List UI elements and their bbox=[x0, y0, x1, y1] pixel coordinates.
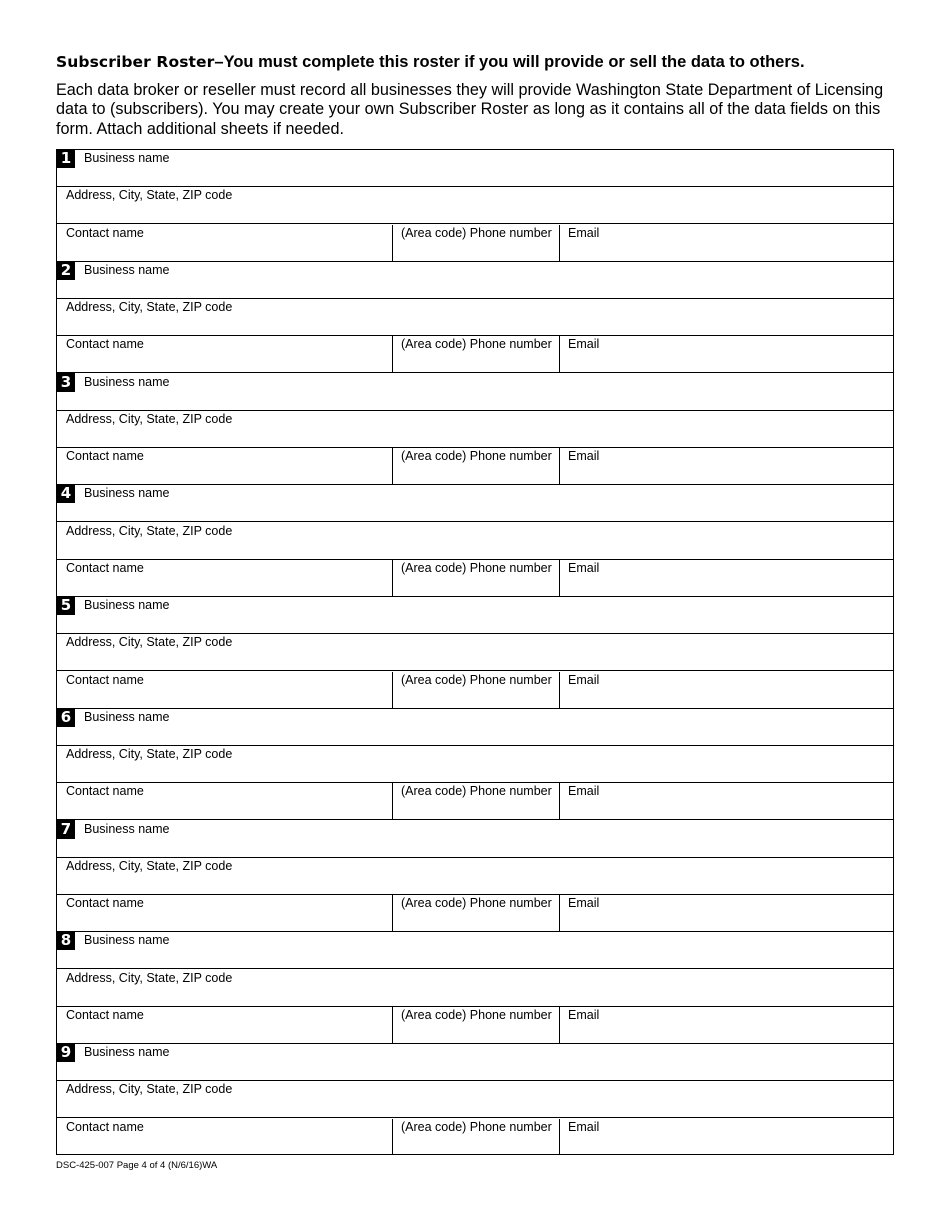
contact-row bbox=[57, 672, 893, 709]
email-label: Email bbox=[568, 449, 600, 463]
email-label: Email bbox=[568, 784, 600, 799]
column-divider bbox=[559, 1007, 560, 1043]
business-name-label: Business name bbox=[84, 262, 170, 277]
column-divider bbox=[392, 448, 393, 484]
email-label: Email bbox=[568, 1007, 600, 1022]
address-field[interactable] bbox=[57, 970, 893, 1007]
contact-name-label: Contact name bbox=[66, 784, 144, 799]
business-name-label: Business name bbox=[84, 1045, 170, 1059]
contact-name-label: Contact name bbox=[66, 1119, 144, 1134]
column-divider bbox=[559, 560, 560, 596]
entry-number-badge: 1 bbox=[57, 149, 75, 168]
column-divider bbox=[392, 1119, 393, 1155]
column-divider bbox=[559, 1119, 560, 1155]
column-divider bbox=[392, 783, 393, 819]
entry-number-badge: 3 bbox=[57, 373, 75, 392]
address-label: Address, City, State, ZIP code bbox=[66, 411, 233, 426]
intro-paragraph: Each data broker or reseller must record all businesses they will provide Washington State Department of Licensing data to (subscribers). You may create your own Subscriber Roster as long as it contains all of the data fields on this form. Attach additional sheets if needed. bbox=[56, 81, 884, 138]
column-divider bbox=[559, 672, 560, 708]
address-label: Address, City, State, ZIP code bbox=[66, 747, 233, 761]
business-name-field[interactable] bbox=[57, 932, 893, 969]
address-label: Address, City, State, ZIP code bbox=[66, 300, 233, 314]
entry-number-badge: 8 bbox=[57, 931, 75, 950]
contact-row bbox=[57, 895, 893, 932]
contact-row bbox=[57, 1119, 893, 1156]
contact-name-label: Contact name bbox=[66, 560, 144, 575]
form-page bbox=[56, 0, 894, 1230]
address-label: Address, City, State, ZIP code bbox=[66, 635, 233, 650]
column-divider bbox=[392, 1007, 393, 1043]
address-label: Address, City, State, ZIP code bbox=[66, 970, 233, 985]
entry-number-badge: 6 bbox=[57, 708, 75, 727]
contact-name-label: Contact name bbox=[66, 225, 144, 240]
business-name-label: Business name bbox=[84, 821, 170, 836]
phone-number-label: (Area code) Phone number bbox=[401, 337, 552, 352]
email-label: Email bbox=[568, 1119, 600, 1134]
column-divider bbox=[392, 895, 393, 931]
address-field[interactable] bbox=[57, 299, 893, 336]
business-name-field[interactable] bbox=[57, 709, 893, 746]
phone-number-label: (Area code) Phone number bbox=[401, 449, 552, 463]
business-name-label: Business name bbox=[84, 486, 170, 501]
column-divider bbox=[559, 783, 560, 819]
business-name-field[interactable] bbox=[57, 262, 893, 299]
business-name-field[interactable] bbox=[57, 821, 893, 858]
page-title-rest: –You must complete this roster if you will provide or sell the data to others. bbox=[214, 53, 805, 71]
phone-number-label: (Area code) Phone number bbox=[401, 896, 552, 910]
address-field[interactable] bbox=[57, 411, 893, 448]
business-name-field[interactable] bbox=[57, 150, 893, 187]
contact-row bbox=[57, 560, 893, 597]
contact-row bbox=[57, 448, 893, 485]
page-title-bold: Subscriber Roster bbox=[56, 53, 215, 71]
business-name-label: Business name bbox=[84, 598, 170, 612]
email-label: Email bbox=[568, 672, 600, 687]
address-field[interactable] bbox=[57, 1081, 893, 1118]
address-label: Address, City, State, ZIP code bbox=[66, 188, 233, 203]
column-divider bbox=[559, 448, 560, 484]
business-name-label: Business name bbox=[84, 709, 170, 724]
contact-name-label: Contact name bbox=[66, 449, 144, 463]
phone-number-label: (Area code) Phone number bbox=[401, 1007, 552, 1022]
contact-row bbox=[57, 336, 893, 373]
phone-number-label: (Area code) Phone number bbox=[401, 784, 552, 799]
address-field[interactable] bbox=[57, 523, 893, 560]
entry-number-badge: 9 bbox=[57, 1043, 75, 1062]
email-label: Email bbox=[568, 560, 600, 575]
address-field[interactable] bbox=[57, 187, 893, 224]
entry-number-badge: 4 bbox=[57, 484, 75, 503]
business-name-field[interactable] bbox=[57, 485, 893, 522]
address-field[interactable] bbox=[57, 634, 893, 671]
business-name-field[interactable] bbox=[57, 374, 893, 411]
contact-row bbox=[57, 1007, 893, 1044]
column-divider bbox=[392, 225, 393, 261]
address-label: Address, City, State, ZIP code bbox=[66, 523, 233, 538]
column-divider bbox=[392, 672, 393, 708]
column-divider bbox=[559, 336, 560, 372]
business-name-label: Business name bbox=[84, 374, 170, 389]
column-divider bbox=[559, 895, 560, 931]
business-name-label: Business name bbox=[84, 151, 170, 165]
business-name-label: Business name bbox=[84, 933, 170, 948]
phone-number-label: (Area code) Phone number bbox=[401, 225, 552, 240]
contact-name-label: Contact name bbox=[66, 1007, 144, 1022]
contact-name-label: Contact name bbox=[66, 337, 144, 352]
address-field[interactable] bbox=[57, 858, 893, 895]
column-divider bbox=[559, 225, 560, 261]
address-field[interactable] bbox=[57, 746, 893, 783]
form-id-footer: DSC-425-007 Page 4 of 4 (N/6/16)WA bbox=[56, 1160, 218, 1171]
subscriber-roster-table bbox=[56, 149, 894, 1155]
column-divider bbox=[392, 336, 393, 372]
entry-number-badge: 2 bbox=[57, 261, 75, 280]
phone-number-label: (Area code) Phone number bbox=[401, 560, 552, 575]
contact-row bbox=[57, 783, 893, 820]
contact-name-label: Contact name bbox=[66, 896, 144, 910]
address-label: Address, City, State, ZIP code bbox=[66, 858, 233, 873]
business-name-field[interactable] bbox=[57, 597, 893, 634]
column-divider bbox=[392, 560, 393, 596]
email-label: Email bbox=[568, 225, 600, 240]
address-label: Address, City, State, ZIP code bbox=[66, 1082, 233, 1097]
contact-name-label: Contact name bbox=[66, 672, 144, 687]
entry-number-badge: 5 bbox=[57, 596, 75, 615]
entry-number-badge: 7 bbox=[57, 820, 75, 839]
phone-number-label: (Area code) Phone number bbox=[401, 672, 552, 687]
contact-row bbox=[57, 225, 893, 262]
email-label: Email bbox=[568, 337, 600, 352]
email-label: Email bbox=[568, 896, 600, 910]
business-name-field[interactable] bbox=[57, 1044, 893, 1081]
phone-number-label: (Area code) Phone number bbox=[401, 1119, 552, 1134]
page-title bbox=[56, 52, 805, 72]
